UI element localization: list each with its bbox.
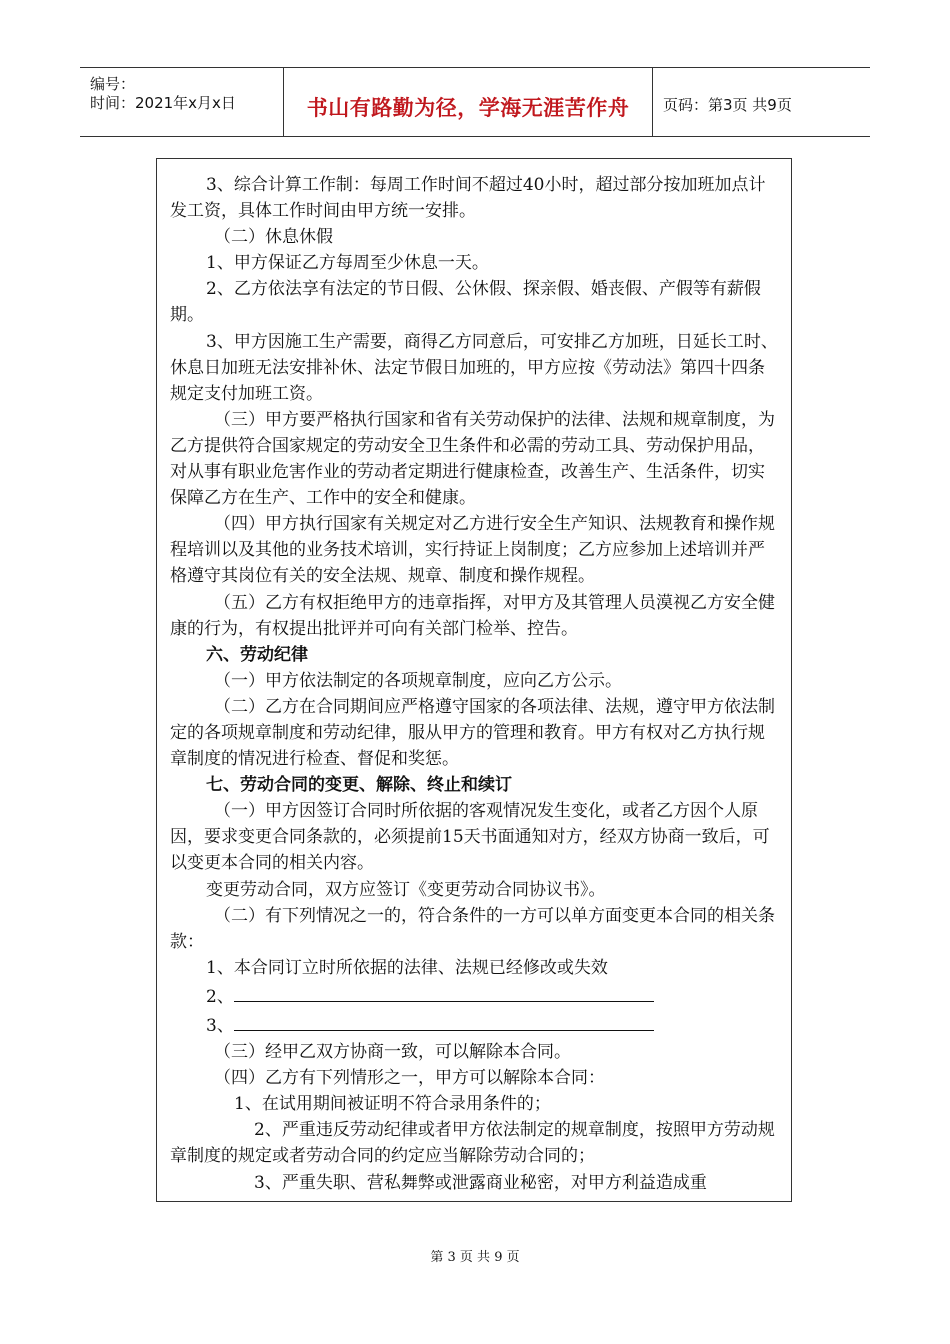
paragraph-rest-1: 1、甲方保证乙方每周至少休息一天。 <box>206 253 489 274</box>
paragraph-refuse-orders: （五）乙方有权拒绝甲方的违章指挥，对甲方及其管理人员漠视乙方安全健康的行为，有权提出批评并可向有关部门检举、控告。 <box>170 592 775 639</box>
contract-body <box>170 172 778 1196</box>
paragraph-rest-3: 3、甲方因施工生产需要，商得乙方同意后，可安排乙方加班，日延长工时、休息日加班无法安排补休、法定节假日加班的，甲方应按《劳动法》第四十四条规定支付加班工资。 <box>170 331 778 404</box>
item-number-2: 2、 <box>206 986 234 1007</box>
header-motto: 书山有路勤为径，学海无涯苦作舟 <box>306 96 630 120</box>
blank-line-2 <box>234 981 654 1002</box>
paragraph-calc-worktime: 3、综合计算工作制：每周工作时间不超过40小时，超过部分按加班加点计发工资，具体工作时间由甲方统一安排。 <box>170 175 766 222</box>
page-footer: 第 3 页 共 9 页 <box>430 1250 520 1265</box>
paragraph-termination-mutual: （三）经甲乙双方协商一致，可以解除本合同。 <box>214 1042 571 1063</box>
paragraph-change-item-3 <box>170 1010 778 1039</box>
paragraph-change-item-1: 1、本合同订立时所依据的法律、法规已经修改或失效 <box>206 957 608 978</box>
section-heading-contract-change: 七、劳动合同的变更、解除、终止和续订 <box>206 775 512 796</box>
paragraph-change-item-2 <box>170 981 778 1010</box>
paragraph-discipline-2: （二）乙方在合同期间应严格遵守国家的各项法律、法规，遵守甲方依法制定的各项规章制度和劳动纪律，服从甲方的管理和教育。甲方有权对乙方执行规章制度的情况进行检查、督促和奖惩。 <box>170 696 775 770</box>
paragraph-change-agreement: 变更劳动合同，双方应签订《变更劳动合同协议书》。 <box>206 879 606 900</box>
header-page-cell <box>653 68 870 136</box>
header-page-number: 页码：第3页 共9页 <box>663 96 792 114</box>
paragraph-termination-2: 2、严重违反劳动纪律或者甲方依法制定的规章制度，按照甲方劳动规章制度的规定或者劳动合同的约定应当解除劳动合同的； <box>170 1120 775 1167</box>
document-number-label: 编号： <box>90 75 136 93</box>
item-number-3: 3、 <box>206 1016 234 1036</box>
paragraph-termination-1: 1、在试用期间被证明不符合录用条件的； <box>234 1094 551 1115</box>
paragraph-change-1: （一）甲方因签订合同时所依据的客观情况发生变化，或者乙方因个人原因，要求变更合同条款的，必须提前15天书面通知对方，经双方协商一致后，可以变更本合同的相关内容。 <box>170 801 770 874</box>
section-heading-discipline: 六、劳动纪律 <box>206 644 308 665</box>
document-date-label: 时间：2021年x月x日 <box>90 94 236 112</box>
paragraph-change-2: （二）有下列情况之一的，符合条件的一方可以单方面变更本合同的相关条款： <box>170 905 775 952</box>
page-header <box>80 67 870 137</box>
paragraph-rest-2: 2、乙方依法享有法定的节日假、公休假、探亲假、婚丧假、产假等有薪假期。 <box>170 279 761 326</box>
header-info-cell <box>80 68 284 136</box>
paragraph-termination-3: 3、严重失职、营私舞弊或泄露商业秘密，对甲方利益造成重 <box>254 1172 707 1193</box>
paragraph-training: （四）甲方执行国家有关规定对乙方进行安全生产知识、法规教育和操作规程培训以及其他的业务技术培训，实行持证上岗制度；乙方应参加上述培训并严格遵守其岗位有关的安全法规、规章、制度和操作规程。 <box>170 514 775 587</box>
header-motto-cell <box>284 68 653 136</box>
heading-rest-leave: （二）休息休假 <box>214 227 333 248</box>
blank-line-3 <box>234 1010 654 1031</box>
paragraph-discipline-1: （一）甲方依法制定的各项规章制度，应向乙方公示。 <box>214 670 622 691</box>
paragraph-termination-conditions: （四）乙方有下列情形之一，甲方可以解除本合同： <box>214 1068 605 1089</box>
paragraph-labor-protection: （三）甲方要严格执行国家和省有关劳动保护的法律、法规和规章制度，为乙方提供符合国家规定的劳动安全卫生条件和必需的劳动工具、劳动保护用品，对从事有职业危害作业的劳动者定期进行健康检查，改善生产、生活条件，切实保障乙方在生产、工作中的安全和健康。 <box>170 409 775 509</box>
